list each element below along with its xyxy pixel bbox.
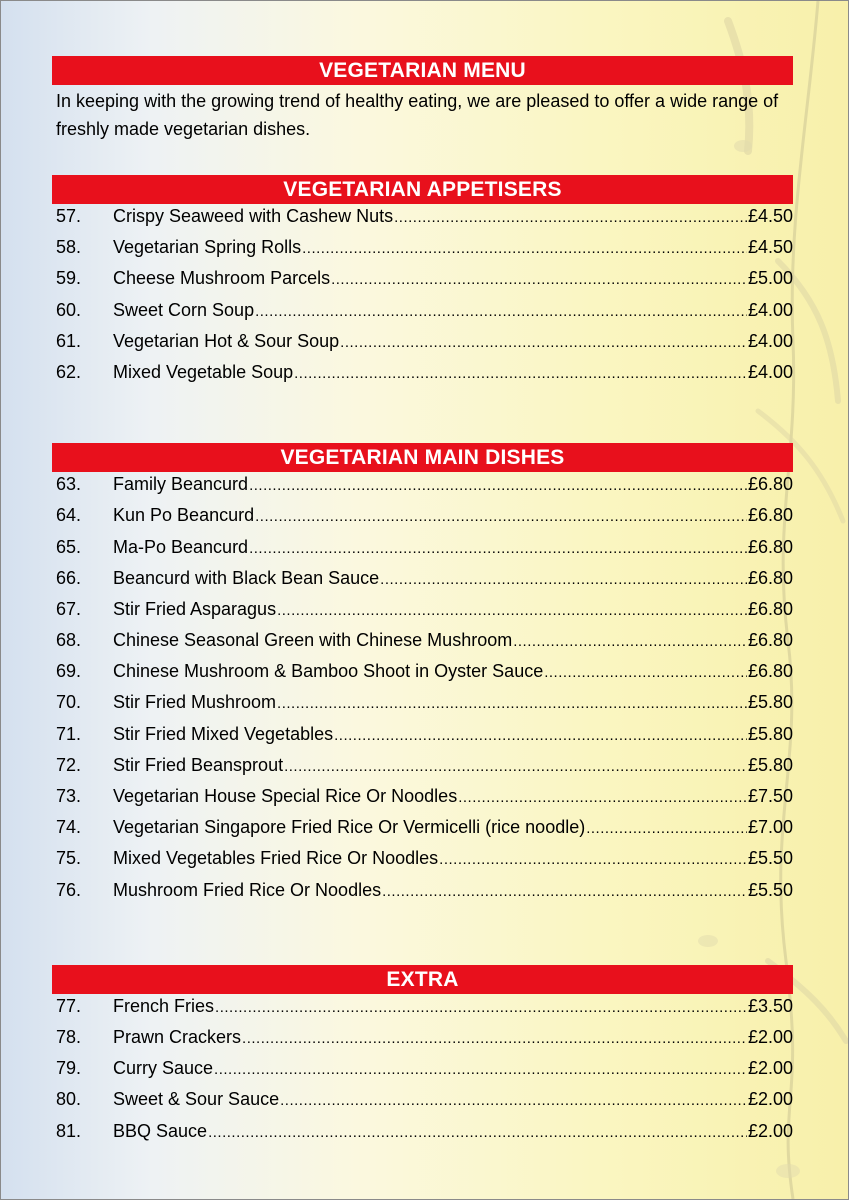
menu-item [52, 268, 793, 299]
item-name: Vegetarian Hot & Sour Soup [113, 330, 340, 351]
item-price: £4.00 [747, 330, 793, 351]
item-number: 70. [56, 692, 82, 713]
item-price: £4.50 [747, 237, 793, 258]
item-number: 59. [56, 268, 82, 289]
item-number: 64. [56, 505, 82, 526]
item-leader-dots [277, 695, 747, 712]
item-number: 74. [56, 817, 82, 838]
item-leader-dots [380, 571, 747, 588]
menu-item [52, 1058, 793, 1089]
intro-section [52, 56, 793, 143]
item-number: 75. [56, 848, 82, 869]
item-price: £2.00 [747, 1058, 793, 1079]
extra-title: EXTRA [52, 965, 793, 994]
item-price: £5.80 [747, 692, 793, 713]
item-name: Ma-Po Beancurd [113, 536, 249, 557]
item-price: £6.80 [747, 598, 793, 619]
item-name: BBQ Sauce [113, 1120, 208, 1141]
item-name: Cheese Mushroom Parcels [113, 268, 331, 289]
item-price: £7.00 [747, 817, 793, 838]
item-leader-dots [513, 633, 747, 650]
item-leader-dots [280, 1092, 747, 1109]
item-leader-dots [394, 209, 747, 226]
menu-item [52, 786, 793, 817]
item-price: £5.00 [747, 268, 793, 289]
menu-item [52, 568, 793, 599]
item-number: 67. [56, 598, 82, 619]
item-number: 81. [56, 1120, 82, 1141]
main-dishes-title: VEGETARIAN MAIN DISHES [52, 443, 793, 472]
item-number: 77. [56, 995, 82, 1016]
item-leader-dots [255, 303, 747, 320]
item-number: 58. [56, 237, 82, 258]
menu-item [52, 996, 793, 1027]
appetisers-list [52, 206, 793, 393]
item-name: Kun Po Beancurd [113, 505, 255, 526]
item-name: Stir Fried Asparagus [113, 598, 277, 619]
main-dishes-list [52, 474, 793, 911]
menu-item [52, 206, 793, 237]
menu-item [52, 692, 793, 723]
item-price: £2.00 [747, 1026, 793, 1047]
item-number: 57. [56, 206, 82, 226]
item-name: French Fries [113, 995, 215, 1016]
menu-item [52, 1121, 793, 1152]
item-number: 60. [56, 299, 82, 320]
main-dishes-section [52, 443, 793, 911]
item-number: 76. [56, 879, 82, 900]
menu-item [52, 1027, 793, 1058]
item-leader-dots [249, 477, 747, 494]
item-name: Beancurd with Black Bean Sauce [113, 567, 380, 588]
menu-item [52, 661, 793, 692]
menu-item [52, 724, 793, 755]
item-leader-dots [277, 602, 747, 619]
item-name: Stir Fried Mixed Vegetables [113, 723, 334, 744]
item-price: £6.80 [747, 661, 793, 682]
item-name: Vegetarian Spring Rolls [113, 237, 302, 258]
item-name: Chinese Seasonal Green with Chinese Mushroom [113, 630, 513, 651]
item-price: £5.50 [747, 848, 793, 869]
menu-item [52, 300, 793, 331]
intro-text: In keeping with the growing trend of healthy eating, we are pleased to offer a wide range of freshly made vegetarian dishes. [56, 91, 779, 139]
item-name: Crispy Seaweed with Cashew Nuts [113, 206, 394, 226]
menu-item [52, 362, 793, 393]
item-leader-dots [284, 758, 747, 775]
extra-section [52, 965, 793, 1152]
item-name: Family Beancurd [113, 474, 249, 495]
item-number: 61. [56, 330, 82, 351]
item-leader-dots [340, 334, 747, 351]
menu-item [52, 755, 793, 786]
item-number: 66. [56, 567, 82, 588]
item-leader-dots [331, 271, 747, 288]
item-name: Mixed Vegetables Fried Rice Or Noodles [113, 848, 439, 869]
item-number: 69. [56, 661, 82, 682]
item-price: £7.50 [747, 786, 793, 806]
item-leader-dots [586, 820, 747, 837]
item-number: 71. [56, 723, 82, 744]
item-leader-dots [544, 664, 747, 681]
item-number: 78. [56, 1026, 82, 1047]
item-price: £4.50 [747, 206, 793, 226]
item-leader-dots [334, 727, 747, 744]
item-name: Vegetarian Singapore Fried Rice Or Vermicelli (rice noodle) [113, 817, 586, 838]
item-name: Vegetarian House Special Rice Or Noodles [113, 786, 458, 806]
item-leader-dots [208, 1124, 747, 1141]
item-name: Chinese Mushroom & Bamboo Shoot in Oyster Sauce [113, 661, 544, 682]
item-name: Mushroom Fried Rice Or Noodles [113, 879, 382, 900]
item-number: 79. [56, 1058, 82, 1079]
item-price: £3.50 [747, 995, 793, 1016]
item-number: 62. [56, 361, 82, 382]
item-price: £5.50 [747, 879, 793, 900]
menu-item [52, 630, 793, 661]
menu-item [52, 1089, 793, 1120]
item-number: 73. [56, 786, 82, 806]
item-name: Mixed Vegetable Soup [113, 361, 294, 382]
item-name: Prawn Crackers [113, 1026, 242, 1047]
item-leader-dots [242, 1030, 747, 1047]
extra-list [52, 996, 793, 1152]
menu-item [52, 237, 793, 268]
item-leader-dots [215, 999, 747, 1016]
menu-item [52, 537, 793, 568]
item-number: 68. [56, 630, 82, 651]
item-price: £4.00 [747, 299, 793, 320]
item-price: £5.80 [747, 723, 793, 744]
item-name: Sweet & Sour Sauce [113, 1089, 280, 1110]
item-price: £2.00 [747, 1120, 793, 1141]
appetisers-section [52, 175, 793, 393]
intro-title: VEGETARIAN MENU [52, 56, 793, 85]
item-leader-dots [302, 240, 747, 257]
item-number: 65. [56, 536, 82, 557]
item-leader-dots [458, 789, 747, 806]
item-name: Stir Fried Beansprout [113, 754, 284, 775]
menu-item [52, 880, 793, 911]
appetisers-title: VEGETARIAN APPETISERS [52, 175, 793, 204]
item-number: 72. [56, 754, 82, 775]
item-leader-dots [382, 883, 747, 900]
item-price: £6.80 [747, 505, 793, 526]
item-leader-dots [294, 365, 747, 382]
item-name: Curry Sauce [113, 1058, 214, 1079]
menu-content [52, 56, 793, 1152]
item-name: Sweet Corn Soup [113, 299, 255, 320]
item-name: Stir Fried Mushroom [113, 692, 277, 713]
menu-item [52, 474, 793, 505]
item-number: 63. [56, 474, 82, 495]
menu-item [52, 505, 793, 536]
menu-item [52, 848, 793, 879]
item-price: £2.00 [747, 1089, 793, 1110]
item-price: £4.00 [747, 361, 793, 382]
item-leader-dots [439, 851, 747, 868]
item-number: 80. [56, 1089, 82, 1110]
item-leader-dots [214, 1061, 747, 1078]
item-leader-dots [249, 540, 747, 557]
item-leader-dots [255, 508, 747, 525]
menu-item [52, 331, 793, 362]
item-price: £6.80 [747, 630, 793, 651]
item-price: £5.80 [747, 754, 793, 775]
menu-item [52, 599, 793, 630]
item-price: £6.80 [747, 567, 793, 588]
item-price: £6.80 [747, 536, 793, 557]
item-price: £6.80 [747, 474, 793, 495]
menu-item [52, 817, 793, 848]
